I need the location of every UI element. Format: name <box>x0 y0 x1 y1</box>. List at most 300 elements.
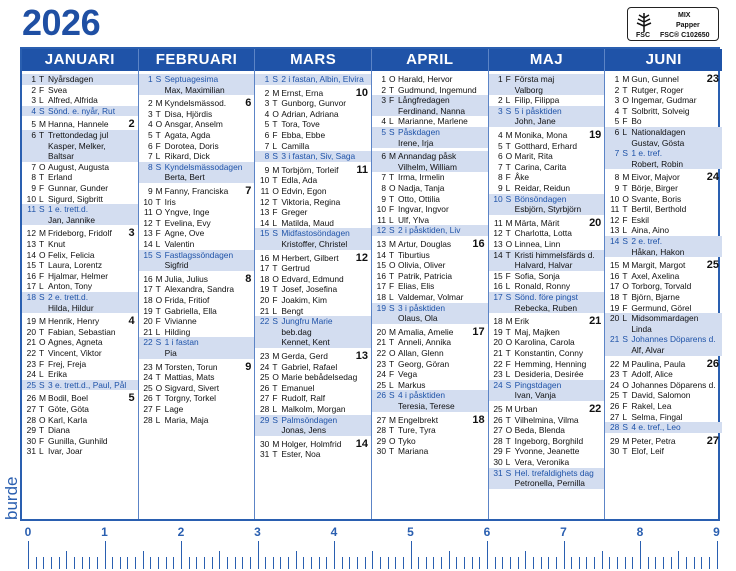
day-row <box>139 186 255 197</box>
day-row <box>255 175 371 186</box>
day-name: Ansgar, Anselm <box>164 119 223 130</box>
ruler-tick <box>166 557 167 569</box>
day-row <box>605 380 722 391</box>
day-name: Göte, Göta <box>48 404 89 414</box>
day-row <box>489 316 605 327</box>
weekday-letter: M <box>39 316 46 327</box>
weekday-letter: T <box>505 326 511 337</box>
weekday-letter: O <box>389 348 396 358</box>
week-number: 4 <box>128 315 135 328</box>
day-number: 6 <box>264 130 270 140</box>
week-number: 13 <box>355 350 368 362</box>
weekday-letter: F <box>155 316 161 327</box>
weekday-letter: F <box>155 140 161 151</box>
ruler-tick <box>28 541 29 569</box>
weekday-letter: F <box>622 116 628 127</box>
day-name: Irene, Irja <box>398 137 434 148</box>
ruler-tick <box>150 557 151 569</box>
day-row <box>139 98 255 109</box>
day-name: Viktoria, Regina <box>281 196 341 207</box>
day-number: 26 <box>610 401 620 411</box>
weekday-letter: S <box>389 390 395 401</box>
week-number: 19 <box>589 129 602 141</box>
weekday-letter: T <box>505 228 511 239</box>
day-name: Knut <box>48 239 66 249</box>
weekday-letter: M <box>39 228 46 239</box>
weekday-letter: L <box>39 95 44 106</box>
day-row <box>605 204 722 215</box>
day-row <box>22 141 138 152</box>
ruler-tick <box>43 557 44 569</box>
weekday-letter: M <box>272 438 280 449</box>
day-row <box>139 274 255 285</box>
ruler-tick <box>112 557 113 569</box>
day-row <box>605 116 722 127</box>
day-number: 30 <box>376 446 386 457</box>
day-row <box>139 228 255 239</box>
ruler-tick <box>586 557 587 569</box>
day-row <box>255 327 371 338</box>
day-row <box>22 151 138 162</box>
day-row <box>489 95 605 106</box>
day-number: 30 <box>493 457 503 467</box>
day-row <box>372 215 488 226</box>
day-row <box>605 138 722 149</box>
weekday-letter: M <box>272 164 280 175</box>
day-name: Torbjörn, Torleif <box>281 164 339 175</box>
ruler-tick <box>51 557 52 569</box>
weekday-letter: T <box>39 239 45 249</box>
day-row <box>22 425 138 436</box>
day-row <box>139 316 255 327</box>
ruler-tick <box>288 557 289 569</box>
day-row <box>255 207 371 218</box>
day-number: 14 <box>143 239 153 249</box>
day-row <box>22 250 138 261</box>
day-row <box>605 303 722 314</box>
day-number: 18 <box>493 316 503 327</box>
day-name: Lage <box>164 404 184 414</box>
day-row <box>139 119 255 130</box>
day-row <box>255 306 371 317</box>
day-row <box>22 74 138 85</box>
ruler-tick <box>82 557 83 569</box>
weekday-letter: O <box>155 207 163 218</box>
weekday-letter: T <box>155 372 161 383</box>
day-name: Gunnar, Gunder <box>48 183 109 193</box>
fsc-logo-text: FSC <box>636 32 650 39</box>
day-name: Björn, Bjarne <box>631 292 680 302</box>
day-number: 28 <box>26 414 36 425</box>
day-name: Linda <box>631 323 652 334</box>
day-name: Max, Maximilian <box>164 84 225 95</box>
day-row <box>255 218 371 229</box>
weekday-letter: S <box>155 74 162 84</box>
day-row <box>372 172 488 183</box>
ruler-tick <box>449 551 450 569</box>
weekday-letter: F <box>272 130 278 140</box>
day-name: Elias, Elis <box>398 281 435 292</box>
day-name: Eivor, Majvor <box>631 172 680 183</box>
day-name: Engelbrekt <box>398 414 439 425</box>
day-name: Frej, Freja <box>48 358 87 369</box>
weekday-letter: F <box>389 369 395 380</box>
week-number: 11 <box>356 163 368 176</box>
weekday-letter: T <box>389 446 395 457</box>
day-row <box>22 292 138 303</box>
weekday-letter: T <box>622 183 628 193</box>
ruler-tick <box>326 557 327 569</box>
week-number: 16 <box>472 238 485 250</box>
week-number: 8 <box>245 272 252 285</box>
day-row <box>489 446 605 457</box>
day-number: 17 <box>610 281 620 292</box>
weekday-letter: M <box>272 252 280 263</box>
weekday-letter: T <box>39 130 45 140</box>
day-name: 1 i fastan <box>164 337 199 348</box>
week-number: 18 <box>472 413 485 426</box>
day-number: 5 <box>264 119 270 130</box>
day-number: 24 <box>493 379 503 390</box>
weekday-letter: F <box>155 228 161 239</box>
ruler-number: 6 <box>483 525 491 539</box>
fsc-mix: MIX <box>678 12 691 19</box>
day-name: Första maj <box>514 74 555 84</box>
day-row <box>139 260 255 271</box>
day-row <box>139 172 255 183</box>
day-number: 2 <box>264 87 270 98</box>
day-number: 26 <box>260 382 270 393</box>
weekday-letter: T <box>505 435 511 446</box>
brand-logo: burde <box>2 476 21 520</box>
day-row <box>22 172 138 183</box>
day-row <box>489 260 605 271</box>
day-number: 27 <box>26 404 36 414</box>
month-column-maj <box>489 49 606 519</box>
ruler-tick <box>594 557 595 569</box>
day-name: Patrik, Patricia <box>398 270 452 281</box>
weekday-letter: F <box>155 404 161 414</box>
day-number: 26 <box>376 390 386 401</box>
day-row <box>22 228 138 239</box>
day-number: 17 <box>26 281 36 292</box>
ruler <box>20 522 720 571</box>
day-name: Midsommardagen <box>631 313 699 324</box>
day-row <box>255 165 371 176</box>
day-row <box>255 415 371 426</box>
ruler-tick <box>235 557 236 569</box>
day-row <box>372 380 488 391</box>
day-name: Anneli, Annika <box>398 337 452 348</box>
weekday-letter: L <box>389 214 394 225</box>
day-name: Otto, Ottilia <box>398 193 440 204</box>
weekday-letter: T <box>155 108 161 119</box>
day-row <box>22 446 138 457</box>
month-header: MARS <box>255 49 371 71</box>
weekday-letter: T <box>272 361 278 372</box>
day-row <box>489 271 605 282</box>
weekday-letter: F <box>272 393 278 404</box>
day-row <box>489 250 605 261</box>
day-row <box>489 348 605 359</box>
weekday-letter: T <box>389 425 395 436</box>
day-number: 21 <box>610 334 620 345</box>
ruler-tick <box>625 557 626 569</box>
day-row <box>255 284 371 295</box>
day-name: Gunborg, Gunvor <box>281 98 347 109</box>
day-row <box>139 85 255 96</box>
day-number: 18 <box>610 292 620 302</box>
day-number: 23 <box>26 358 36 369</box>
week-number: 21 <box>589 315 602 328</box>
day-number: 23 <box>376 358 386 369</box>
day-name: Petronella, Pernilla <box>514 478 585 489</box>
day-row <box>372 250 488 261</box>
day-row <box>605 359 722 370</box>
ruler-tick <box>66 551 67 569</box>
day-number: 17 <box>260 263 270 274</box>
day-name: beb.dag <box>281 326 312 337</box>
day-number: 11 <box>493 217 503 228</box>
day-row <box>605 215 722 226</box>
day-number: 29 <box>26 425 36 436</box>
weekday-letter: T <box>389 193 395 204</box>
day-number: 14 <box>260 217 270 228</box>
weekday-letter: F <box>505 74 511 84</box>
day-row <box>139 109 255 120</box>
day-name: Alexandra, Sandra <box>164 284 235 295</box>
day-name: 5 i påsktiden <box>514 105 562 116</box>
day-row <box>372 390 488 401</box>
ruler-tick <box>548 557 549 569</box>
ruler-tick <box>525 551 526 569</box>
day-name: Pia <box>164 348 177 358</box>
day-row <box>139 162 255 173</box>
ruler-tick <box>242 557 243 569</box>
ruler-tick <box>694 557 695 569</box>
ruler-tick <box>510 557 511 569</box>
day-name: Gotthard, Erhard <box>514 140 578 151</box>
day-row <box>255 130 371 141</box>
day-row <box>605 281 722 292</box>
day-number: 13 <box>376 239 386 249</box>
day-number: 20 <box>26 326 36 337</box>
day-name: Malkolm, Morgan <box>281 404 346 414</box>
weekday-letter: T <box>505 414 511 425</box>
day-number: 25 <box>610 390 620 401</box>
ruler-tick <box>158 557 159 569</box>
month-header: FEBRUARI <box>139 49 255 71</box>
weekday-letter: L <box>39 193 44 204</box>
weekday-letter: S <box>272 316 278 327</box>
weekday-letter: T <box>622 270 628 281</box>
day-row <box>22 239 138 250</box>
day-name: Bo <box>631 116 642 127</box>
day-row <box>22 204 138 215</box>
day-row <box>139 404 255 415</box>
week-number: 14 <box>355 437 368 450</box>
day-name: Urban <box>514 404 538 414</box>
ruler-number: 7 <box>560 525 567 539</box>
day-row <box>605 159 722 170</box>
day-name: Rakel, Lea <box>631 401 672 411</box>
weekday-letter: M <box>622 172 630 183</box>
day-number: 6 <box>147 140 153 151</box>
day-row <box>489 183 605 194</box>
ruler-number: 4 <box>330 525 338 539</box>
day-name: 1 e. tref. <box>631 148 663 159</box>
day-name: Gabriella, Ella <box>164 305 217 316</box>
fsc-code: FSC® C102650 <box>660 32 710 39</box>
weekday-letter: S <box>39 292 45 302</box>
day-number: 26 <box>493 414 503 425</box>
weekday-letter: F <box>39 435 45 446</box>
day-row <box>372 303 488 314</box>
day-row <box>139 130 255 141</box>
day-number: 18 <box>376 292 386 302</box>
day-number: 9 <box>147 186 153 196</box>
day-row <box>139 337 255 348</box>
day-name: Herbert, Gilbert <box>281 252 339 263</box>
weekday-letter: L <box>622 313 627 324</box>
day-number: 16 <box>26 270 36 281</box>
day-name: Sigfrid <box>164 260 189 271</box>
day-number: 3 <box>31 95 36 106</box>
weekday-letter: T <box>622 390 628 401</box>
ruler-tick <box>709 557 710 569</box>
day-number: 25 <box>143 382 153 393</box>
day-name: Valentin <box>164 239 195 249</box>
day-number: 24 <box>26 369 36 380</box>
day-name: Paulina, Paula <box>631 358 686 369</box>
day-row <box>22 359 138 370</box>
day-name: Irma, Irmelin <box>398 172 445 183</box>
day-row <box>605 74 722 85</box>
day-number: 11 <box>27 204 36 215</box>
ruler-tick <box>349 557 350 569</box>
ruler-number: 8 <box>636 525 644 539</box>
day-row <box>22 316 138 327</box>
day-row <box>255 109 371 120</box>
weekday-letter: T <box>389 358 395 369</box>
day-row <box>605 236 722 247</box>
day-name: David, Salomon <box>631 390 691 401</box>
month-column-april <box>372 49 489 519</box>
weekday-letter: T <box>505 348 511 358</box>
weekday-letter: S <box>39 204 45 215</box>
weekday-letter: T <box>622 446 628 457</box>
day-name: Sönd. e. nyår, Rut <box>48 105 116 116</box>
weekday-letter: L <box>155 414 161 425</box>
weekday-letter: L <box>39 369 44 380</box>
week-number: 7 <box>245 185 252 197</box>
ruler-tick <box>212 557 213 569</box>
day-name: Bönsöndagen <box>514 193 567 204</box>
day-name: Trettondedag jul <box>48 130 109 140</box>
day-number: 19 <box>143 305 153 316</box>
day-row <box>255 197 371 208</box>
day-name: Olaus, Ola <box>398 313 438 324</box>
day-name: 3 e. trett.d., Paul, Pål <box>48 379 127 390</box>
ruler-tick <box>97 557 98 569</box>
weekday-letter: M <box>622 435 630 446</box>
day-name: Marianne, Marlene <box>398 116 468 127</box>
day-row <box>489 116 605 127</box>
weekday-letter: S <box>505 292 512 302</box>
ruler-number: 5 <box>407 525 414 539</box>
day-row <box>372 348 488 359</box>
ruler-tick <box>388 557 389 569</box>
day-number: 27 <box>376 414 386 425</box>
weekday-letter: S <box>389 302 395 313</box>
day-number: 15 <box>610 260 620 271</box>
day-row <box>139 151 255 162</box>
day-name: Charlotta, Lotta <box>514 228 572 239</box>
weekday-letter: M <box>272 351 280 361</box>
day-row <box>255 372 371 383</box>
month-column-mars <box>255 49 372 519</box>
calendar-grid <box>20 47 720 521</box>
day-name: Hemming, Henning <box>514 358 587 369</box>
ruler-tick <box>143 551 144 569</box>
day-number: 12 <box>26 228 36 239</box>
weekday-letter: T <box>39 172 45 183</box>
day-row <box>22 380 138 391</box>
weekday-letter: M <box>505 316 513 327</box>
weekday-letter: M <box>505 404 513 414</box>
weekday-letter: S <box>155 337 162 348</box>
weekday-letter: T <box>389 337 395 348</box>
day-row <box>372 151 488 162</box>
weekday-letter: F <box>39 358 45 369</box>
weekday-letter: T <box>505 140 511 151</box>
weekday-letter: F <box>505 446 511 457</box>
day-name: Henrik, Henry <box>48 316 100 327</box>
ruler-tick <box>479 557 480 569</box>
day-name: Filip, Filippa <box>514 95 560 106</box>
day-name: Gustav, Gösta <box>631 137 685 148</box>
day-row <box>489 292 605 303</box>
day-number: 9 <box>497 183 503 193</box>
day-number: 10 <box>260 175 270 186</box>
day-row <box>605 260 722 271</box>
day-number: 9 <box>31 183 36 193</box>
day-number: 23 <box>493 369 503 380</box>
day-name: Erika <box>48 369 68 380</box>
fsc-label <box>627 7 719 41</box>
day-number: 8 <box>497 172 503 183</box>
day-number: 3 <box>381 95 386 106</box>
day-number: 9 <box>264 164 270 175</box>
day-number: 10 <box>610 193 620 204</box>
day-name: Hilding <box>164 326 191 337</box>
day-name: Monika, Mona <box>514 130 568 140</box>
weekday-letter: O <box>272 372 279 383</box>
weekday-letter: M <box>622 260 630 271</box>
day-number: 20 <box>143 316 153 327</box>
day-name: 2 e. trett.d. <box>48 292 89 302</box>
weekday-letter: O <box>272 186 279 196</box>
day-name: Vivianne <box>164 316 197 327</box>
day-number: 3 <box>264 98 270 109</box>
day-row <box>372 425 488 436</box>
day-name: Diana <box>48 425 70 436</box>
day-number: 4 <box>31 105 36 116</box>
day-name: Börje, Birger <box>631 183 678 193</box>
day-number: 1 <box>264 74 270 84</box>
ruler-tick <box>89 557 90 569</box>
ruler-tick <box>564 541 565 569</box>
